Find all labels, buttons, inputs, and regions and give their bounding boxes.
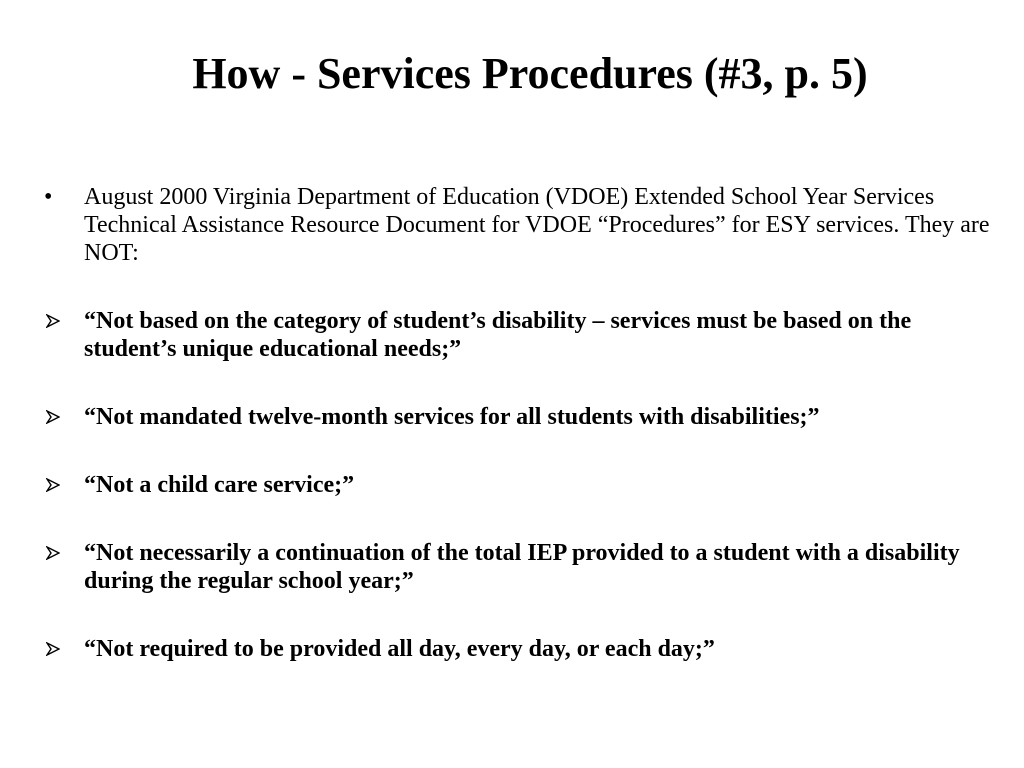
list-item (44, 471, 994, 499)
arrow-bullet-icon (44, 403, 84, 431)
list-item (44, 635, 994, 663)
arrow-bullet-icon (44, 471, 84, 499)
list-item (44, 307, 994, 363)
list-item-text: “Not necessarily a continuation of the total IEP provided to a student with a disability during the regular school year;” (84, 540, 960, 594)
list-item-text: “Not based on the category of student’s disability – services must be based on the student’s unique educational needs;” (84, 308, 912, 362)
arrow-bullet-icon (44, 635, 84, 663)
intro-bullet-item (44, 183, 994, 267)
list-item (44, 403, 994, 431)
arrow-bullet-icon (44, 539, 84, 567)
list-item-text: “Not a child care service;” (84, 472, 355, 498)
list-item-text: “Not required to be provided all day, every day, or each day;” (84, 636, 715, 662)
list-item (44, 539, 994, 595)
slide-title: How - Services Procedures (#3, p. 5) (192, 49, 868, 98)
bullet-dot-icon: • (44, 184, 53, 210)
arrow-bullet-icon (44, 307, 84, 335)
list-item-text: “Not mandated twelve-month services for all students with disabilities;” (84, 404, 820, 430)
bullet-list (44, 183, 994, 663)
intro-text: August 2000 Virginia Department of Education (VDOE) Extended School Year Services Technical Assistance Resource Document for VDOE “Procedures” for ESY services. They are NOT: (84, 184, 990, 266)
